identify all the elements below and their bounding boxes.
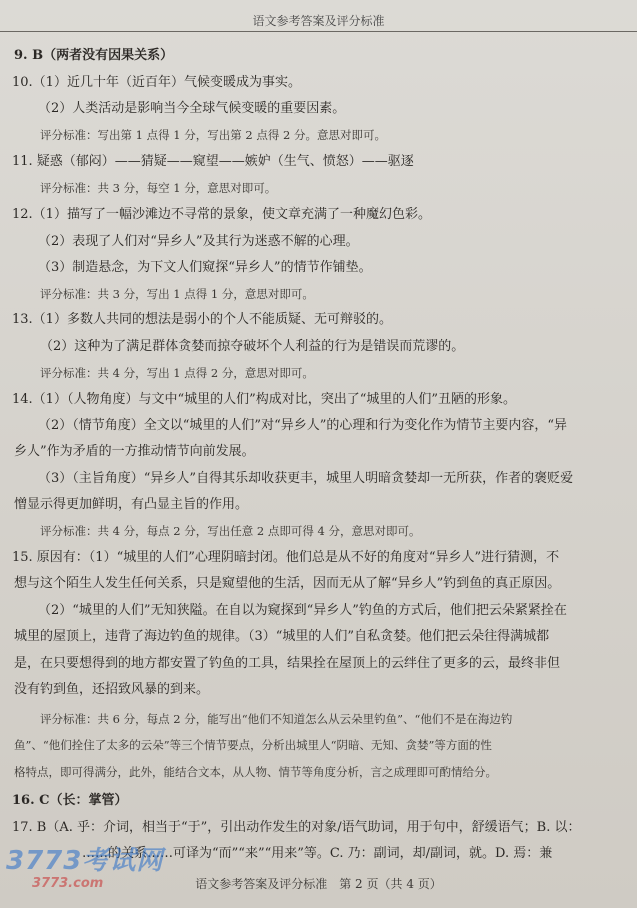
answer-13-1: 13.（1）多数人共同的想法是弱小的个人不能质疑、无可辩驳的。 bbox=[12, 312, 392, 327]
answer-14-3-cont: 憎显示得更加鲜明，有凸显主旨的作用。 bbox=[14, 497, 249, 512]
watermark-logo: 3773考试网 bbox=[6, 846, 164, 876]
answer-15-1: 15. 原因有：（1）“城里的人们”心理阴暗封闭。他们总是从不好的角度对“异乡人”进行猜测，不 bbox=[12, 550, 560, 565]
answer-15-end: 没有钓到鱼，还招致风暴的到来。 bbox=[14, 682, 210, 697]
header-title: 语文参考答案及评分标准 bbox=[252, 14, 385, 28]
answer-15-3-cont: 是，在只要想得到的地方都安置了钓鱼的工具，结果拴在屋顶上的云绊住了更多的云，最终非但 bbox=[14, 656, 561, 671]
answer-14-2: （2）（情节角度）全文以“城里的人们”对“异乡人”的心理和行为变化作为情节主要内容，“异 bbox=[38, 418, 568, 433]
scoring-14: 评分标准：共 4 分，每点 2 分，写出任意 2 点即可得 4 分，意思对即可。 bbox=[40, 524, 421, 538]
answer-10-1: 10.（1）近几十年（近百年）气候变暖成为事实。 bbox=[12, 75, 301, 90]
footer-title: 语文参考答案及评分标准 第 2 页（共 4 页） bbox=[195, 877, 442, 891]
answer-17-cont: ……的关系……可译为“而”“来”“用来”等。C. 乃：副词，却/副词，就。D. 焉：兼 bbox=[82, 846, 553, 861]
answer-17: 17. B（A. 乎：介词，相当于“于”，引出动作发生的对象/语气助词，用于句中，舒缓语气；B. 以： bbox=[12, 820, 581, 835]
answer-15-2: （2）“城里的人们”无知狭隘。在自以为窥探到“异乡人”钓鱼的方式后，他们把云朵紧紧拴在 bbox=[38, 603, 567, 618]
scoring-10: 评分标准：写出第 1 点得 1 分，写出第 2 点得 2 分。意思对即可。 bbox=[40, 128, 387, 142]
scoring-12: 评分标准：共 3 分，写出 1 点得 1 分，意思对即可。 bbox=[40, 287, 314, 301]
answer-12-1: 12.（1）描写了一幅沙滩边不寻常的景象，使文章充满了一种魔幻色彩。 bbox=[12, 207, 431, 222]
answer-10-2: （2）人类活动是影响当今全球气候变暖的重要因素。 bbox=[38, 101, 346, 116]
answer-14-3: （3）（主旨角度）“异乡人”自得其乐却收获更丰，城里人明暗贪婪却一无所获，作者的褒贬爱 bbox=[38, 471, 574, 486]
answer-13-2: （2）这种为了满足群体贪婪而掠夺破坏个人利益的行为是错误而荒谬的。 bbox=[40, 339, 465, 354]
answer-15-2-cont: 城里的屋顶上，违背了海边钓鱼的规律。（3）“城里的人们”自私贪婪。他们把云朵往得满城都 bbox=[14, 629, 550, 644]
answer-16: 16. C（长：掌管） bbox=[12, 793, 128, 808]
scoring-13: 评分标准：共 4 分，写出 1 点得 2 分，意思对即可。 bbox=[40, 366, 314, 380]
watermark-url: 3773.com bbox=[32, 876, 104, 891]
answer-12-2: （2）表现了人们对“异乡人”及其行为迷惑不解的心理。 bbox=[38, 234, 359, 249]
answer-11: 11. 疑惑（郁闷）——猜疑——窥望——嫉妒（生气、愤怒）——驱逐 bbox=[12, 154, 414, 169]
answer-9: 9. B（两者没有因果关系） bbox=[14, 48, 174, 63]
answer-14-2-cont: 乡人”作为矛盾的一方推动情节向前发展。 bbox=[14, 444, 255, 459]
answer-15-1-cont: 想与这个陌生人发生任何关系，只是窥望他的生活，因而无从了解“异乡人”钓到鱼的真正原因。 bbox=[14, 576, 561, 591]
scoring-11: 评分标准：共 3 分，每空 1 分，意思对即可。 bbox=[40, 181, 277, 195]
scoring-15-end: 格特点，即可得满分，此外，能结合文本，从人物、情节等角度分析，言之成理即可酌情给分。 bbox=[14, 765, 497, 779]
scoring-15-cont: 鱼”、“他们拴住了太多的云朵”等三个情节要点，分析出城里人“阴暗、无知、贪婪”等方面的性 bbox=[14, 738, 492, 752]
answer-14-1: 14.（1）（人物角度）与文中“城里的人们”构成对比，突出了“城里的人们”丑陋的形象。 bbox=[12, 392, 517, 407]
scoring-15: 评分标准：共 6 分，每点 2 分，能写出“他们不知道怎么从云朵里钓鱼”、“他们不是在海边钓 bbox=[40, 712, 513, 726]
header-rule bbox=[0, 31, 637, 32]
answer-12-3: （3）制造悬念，为下文人们窥探“异乡人”的情节作铺垫。 bbox=[38, 260, 372, 275]
